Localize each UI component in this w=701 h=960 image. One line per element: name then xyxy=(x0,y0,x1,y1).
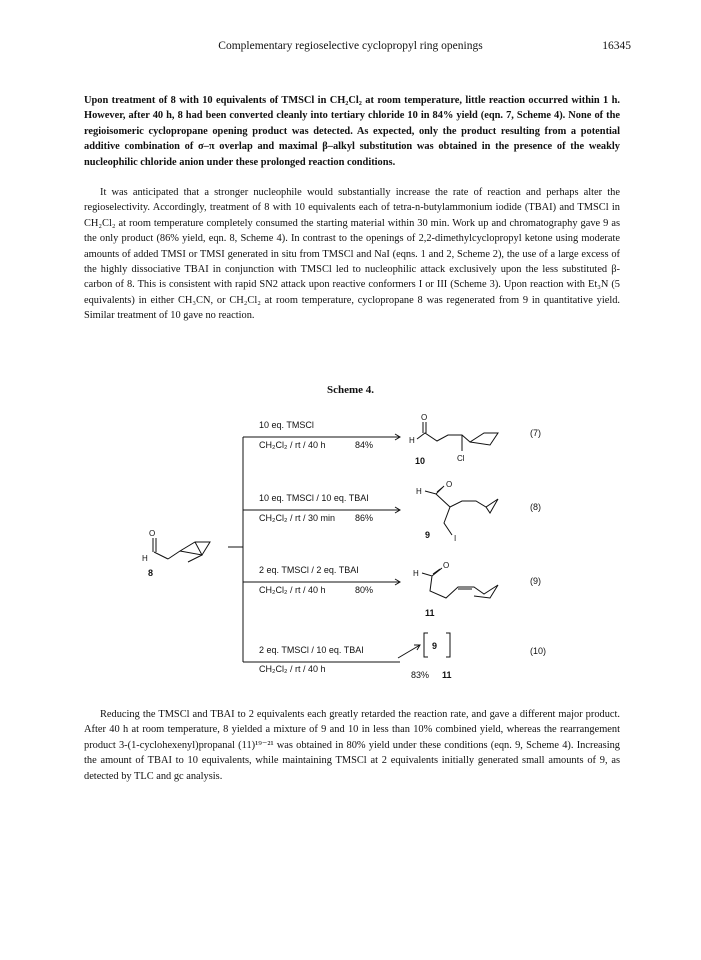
atom-o: O xyxy=(443,561,450,570)
paragraph-1: Upon treatment of 8 with 10 equivalents of TMSCl in CH₂Cl₂ at room temperature, little reaction occurred within 1 h. However, after 40 h, 8 had been converted cleanly into tertiary chloride 10 in 84% yield (eqn. 7, Scheme 4). None of the regioisomeric cyclopropane opening product was detected. As expected, only the product resulting from a potential additive combination of σ–π overlap and maximal β–alkyl substitution was obtained in the presence of the weakly nucleophilic chloride anion under these prolonged reaction conditions. xyxy=(84,95,620,168)
bracket-left xyxy=(424,633,428,657)
product-label-eqn10: 11 xyxy=(442,670,452,680)
reagents-eqn10: 2 eq. TMSCl / 10 eq. TBAI xyxy=(259,645,364,655)
yield-eqn8: 86% xyxy=(355,513,374,523)
reagents-eqn7: 10 eq. TMSCl xyxy=(259,420,314,430)
reaction-scheme xyxy=(0,395,701,695)
reagents-eqn9: 2 eq. TMSCl / 2 eq. TBAI xyxy=(259,565,359,575)
intermediate-label-9: 9 xyxy=(432,641,438,651)
eqn-number-9: (9) xyxy=(530,576,541,586)
atom-o: O xyxy=(149,529,156,538)
atom-h: H xyxy=(142,554,148,563)
conditions-eqn9: CH₂Cl₂ / rt / 40 h xyxy=(259,585,326,595)
compound-label-11: 11 xyxy=(425,608,435,618)
compound-label-9: 9 xyxy=(425,530,431,540)
conditions-eqn10: CH₂Cl₂ / rt / 40 h xyxy=(259,664,326,674)
bracket-right xyxy=(446,633,450,657)
atom-cl: Cl xyxy=(457,454,465,463)
paragraph-2: It was anticipated that a stronger nucleophile would substantially increase the rate of reaction and perhaps alter the regioselectivity. Accordingly, treatment of 8 with 10 equivalents each of tetra-n-butylammonium iodide (TBAI) and TMSCl in CH₂Cl₂ at room temperature completely consumed the starting material within 30 min. Work up and chromatography gave 9 as the only product (86% yield, eqn. 8, Scheme 4). In contrast to the openings of 2,2-dimethylcyclopropyl ketone using moderate amounts of added TMSI or TMSI generated in situ from TMSCl and NaI (eqns. 1 and 2, Scheme 2), the use of a large excess of the highly dissociative TBAI in conjunction with TMSCl led to nucleophilic attack exclusively upon the less substituted β-carbon of 8. This is consistent with rapid SN2 attack upon reactive conformers I or III (Scheme 3). Upon reaction with Et₃N (5 equivalents) in either CH₃CN, or CH₂Cl₂ at room temperature, cyclopropane 8 was regenerated from 9 in quantitative yield. Similar treatment of 10 gave no reaction. xyxy=(84,187,620,322)
yield-eqn10: 83% xyxy=(411,670,430,680)
yield-eqn9: 80% xyxy=(355,585,374,595)
atom-h: H xyxy=(416,487,422,496)
conditions-eqn8: CH₂Cl₂ / rt / 30 min xyxy=(259,513,335,523)
eqn-number-7: (7) xyxy=(530,428,541,438)
compound-label-10: 10 xyxy=(415,456,426,466)
page-number: 16345 xyxy=(602,40,631,52)
compound-11-structure xyxy=(413,561,498,598)
compound-8-structure xyxy=(142,529,210,563)
yield-eqn7: 84% xyxy=(355,440,374,450)
eqn-number-10: (10) xyxy=(530,646,547,656)
atom-o: O xyxy=(421,413,428,422)
conditions-eqn7: CH₂Cl₂ / rt / 40 h xyxy=(259,440,326,450)
atom-h: H xyxy=(409,436,415,445)
atom-h: H xyxy=(413,569,419,578)
atom-o: O xyxy=(446,480,453,489)
paragraph-3: Reducing the TMSCl and TBAI to 2 equivalents each greatly retarded the reaction rate, and gave a different major product. After 40 h at room temperature, 8 yielded a mixture of 9 and 10 in less than 10% combined yield, whereas the rearrangement product 3-(1-cyclohexenyl)propanal (11)¹⁹⁻²¹ was obtained in 80% yield under these conditions (eqn. 9, Scheme 4). Increasing the amount of TBAI to 10 equivalents, while maintaining TMSCl at 2 equivalents initially generated small amounts of 9, as detected by TLC and gc analysis. xyxy=(84,709,620,782)
running-header-title: Complementary regioselective cyclopropyl ring openings xyxy=(218,40,483,52)
reagents-eqn8: 10 eq. TMSCl / 10 eq. TBAI xyxy=(259,493,369,503)
eqn-number-8: (8) xyxy=(530,502,541,512)
atom-i: I xyxy=(454,534,457,543)
compound-label-8: 8 xyxy=(148,568,154,578)
scheme-title: Scheme 4. xyxy=(326,384,375,396)
arrow-eqn10 xyxy=(398,645,420,658)
